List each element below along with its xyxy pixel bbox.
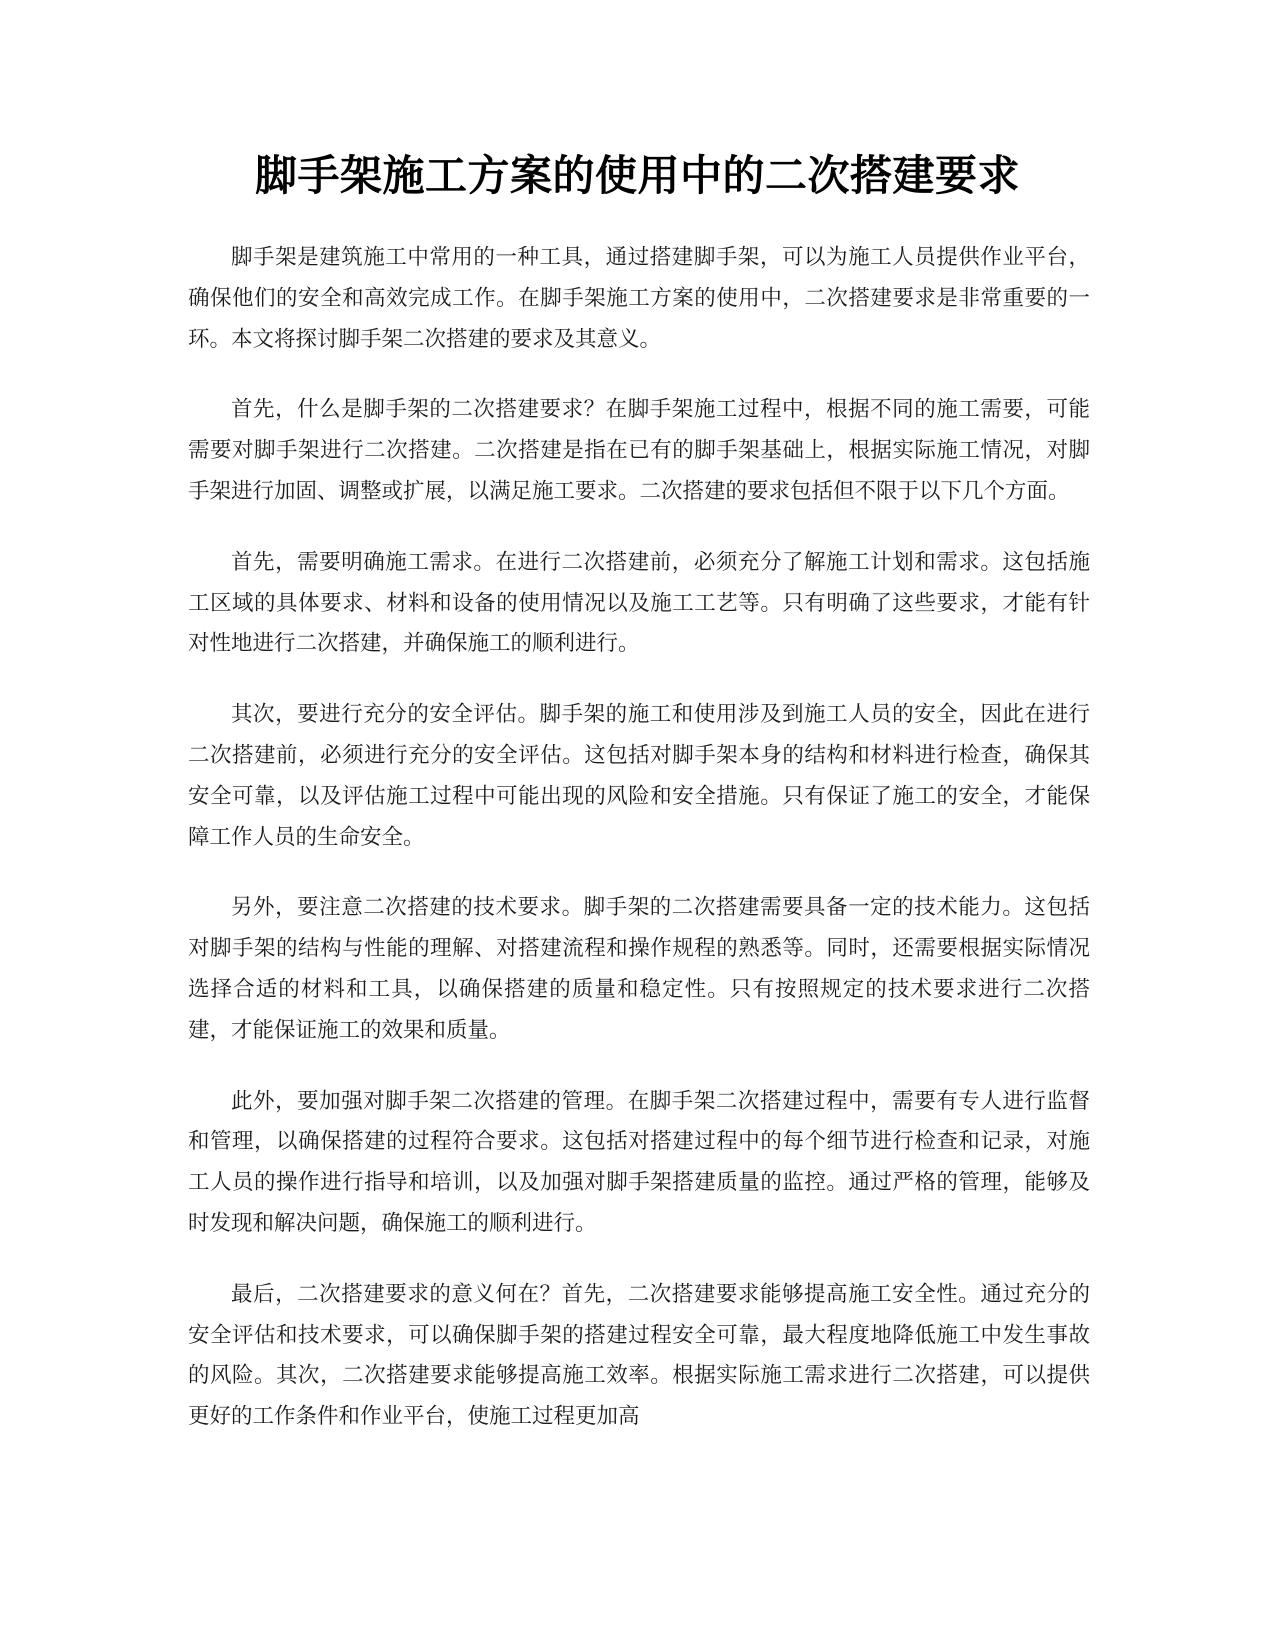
paragraph-intro: 脚手架是建筑施工中常用的一种工具，通过搭建脚手架，可以为施工人员提供作业平台，确保他们的安全和高效完成工作。在脚手架施工方案的使用中，二次搭建要求是非常重要的一环。本文将探讨脚手架二次搭建的要求及其意义。: [188, 245, 1090, 352]
document-title: 脚手架施工方案的使用中的二次搭建要求: [254, 151, 1020, 200]
paragraph-management: 此外，要加强对脚手架二次搭建的管理。在脚手架二次搭建过程中，需要有专人进行监督和管理，以确保搭建的过程符合要求。这包括对搭建过程中的每个细节进行检查和记录，对施工人员的操作进行指导和培训，以及加强对脚手架搭建质量的监控。通过严格的管理，能够及时发现和解决问题，确保施工的顺利进行。: [188, 1088, 1090, 1236]
paragraph-safety: 其次，要进行充分的安全评估。脚手架的施工和使用涉及到施工人员的安全，因此在进行二次搭建前，必须进行充分的安全评估。这包括对脚手架本身的结构和材料进行检查，确保其安全可靠，以及评估施工过程中可能出现的风险和安全措施。只有保证了施工的安全，才能保障工作人员的生命安全。: [188, 702, 1090, 850]
paragraph-significance: 最后，二次搭建要求的意义何在？首先，二次搭建要求能够提高施工安全性。通过充分的安全评估和技术要求，可以确保脚手架的搭建过程安全可靠，最大程度地降低施工中发生事故的风险。其次，二次搭建要求能够提高施工效率。根据实际施工需求进行二次搭建，可以提供更好的工作条件和作业平台，使施工过程更加高: [188, 1281, 1090, 1430]
paragraph-requirements: 首先，需要明确施工需求。在进行二次搭建前，必须充分了解施工计划和需求。这包括施工区域的具体要求、材料和设备的使用情况以及施工工艺等。只有明确了这些要求，才能有针对性地进行二次搭建，并确保施工的顺利进行。: [188, 549, 1090, 657]
paragraph-definition: 首先，什么是脚手架的二次搭建要求？在脚手架施工过程中，根据不同的施工需要，可能需要对脚手架进行二次搭建。二次搭建是指在已有的脚手架基础上，根据实际施工情况，对脚手架进行加固、调整或扩展，以满足施工要求。二次搭建的要求包括但不限于以下几个方面。: [188, 397, 1090, 504]
document-body: [188, 238, 1090, 1468]
paragraph-technical: 另外，要注意二次搭建的技术要求。脚手架的二次搭建需要具备一定的技术能力。这包括对脚手架的结构与性能的理解、对搭建流程和操作规程的熟悉等。同时，还需要根据实际情况选择合适的材料和工具，以确保搭建的质量和稳定性。只有按照规定的技术要求进行二次搭建，才能保证施工的效果和质量。: [188, 895, 1090, 1043]
